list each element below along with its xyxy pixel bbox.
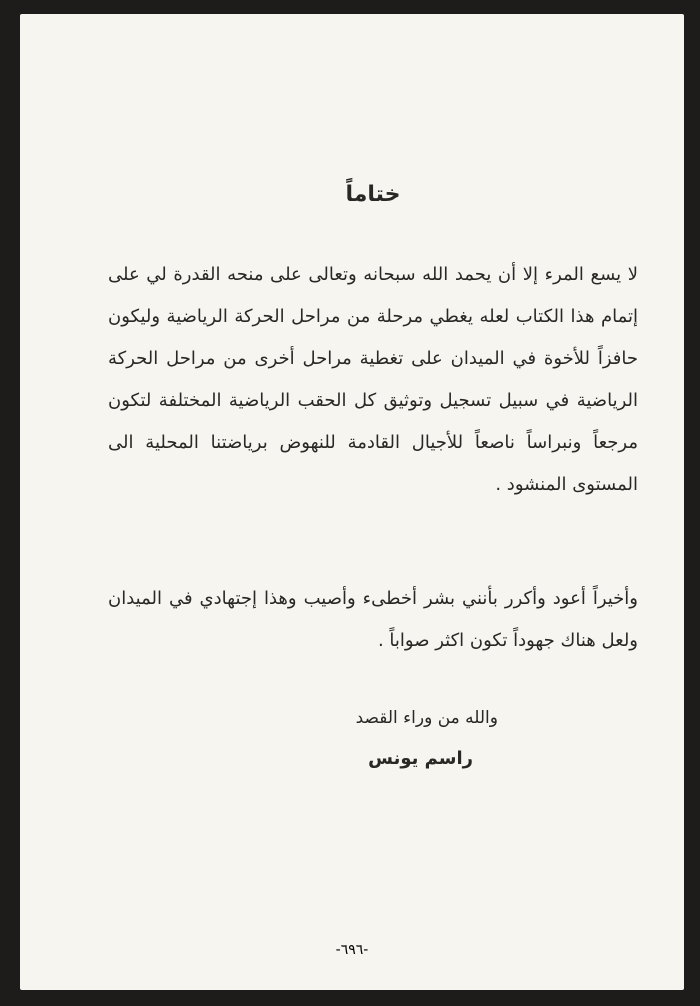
- document-page: [20, 14, 684, 990]
- section-title: ختاماً: [345, 182, 401, 207]
- paragraph-2: وأخيراً أعود وأكرر بأنني بشر أخطىء وأصيب وهذا إجتهادي في الميدان ولعل هناك جهوداً تكون اكثر صواباً .: [108, 588, 638, 651]
- author-signature: راسم يونس: [368, 748, 473, 769]
- page-number: -٦٩٦-: [335, 942, 369, 958]
- closing-line: والله من وراء القصد: [355, 708, 498, 728]
- paragraph-1: لا يسع المرء إلا أن يحمد الله سبحانه وتعالى على منحه القدرة لي على إتمام هذا الكتاب لعله يغطي مرحلة من مراحل الحركة الرياضية وليكون حافزاً للأخوة في الميدان على تغطية مراحل أخرى من مراحل الحركة الرياضية في سبيل تسجيل وتوثيق كل الحقب الرياضية المختلفة لتكون مرجعاً ونبراساً ناصعاً للأجيال القادمة للنهوض برياضتنا المحلية الى المستوى المنشود .: [108, 264, 638, 495]
